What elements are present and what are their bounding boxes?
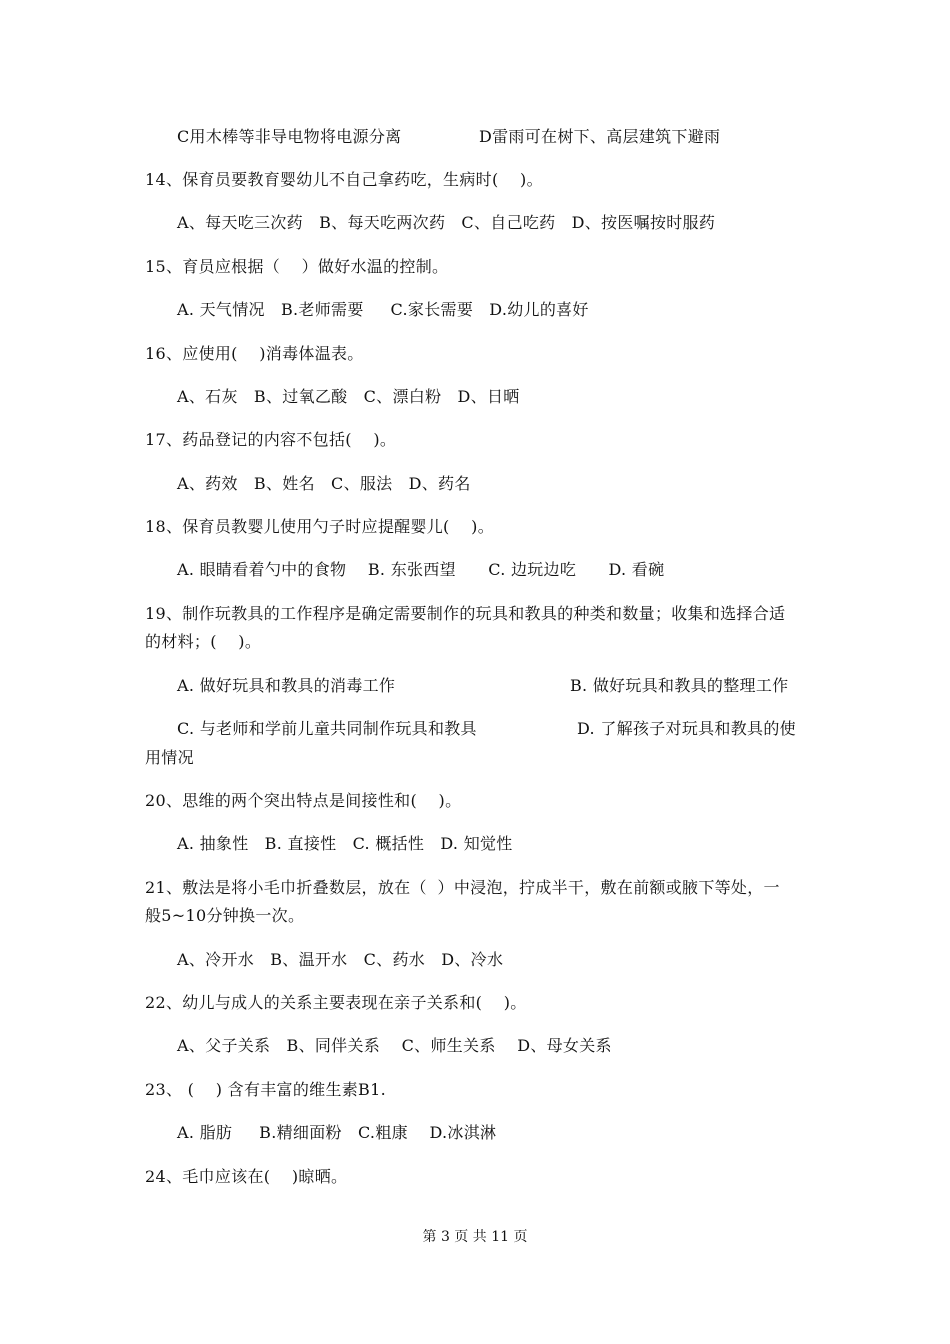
option-19-d-cont: 用情况 [145,748,194,767]
options-23: A. 脂肪 B.精细面粉 C.粗康 D.冰淇淋 [177,1123,497,1142]
option-19-c: C. 与老师和学前儿童共同制作玩具和教具 [177,719,477,738]
option-line: C用木棒等非导电物将电源分离 [177,127,402,146]
options-15: A. 天气情况 B.老师需要 C.家长需要 D.幼儿的喜好 [177,300,589,319]
options-18: A. 眼睛看着勺中的食物 B. 东张西望 C. 边玩边吃 D. 看碗 [177,560,665,579]
options-22: A、父子关系 B、同伴关系 C、师生关系 D、母女关系 [177,1036,612,1055]
options-21: A、冷开水 B、温开水 C、药水 D、冷水 [177,950,504,969]
question-19-cont: 的材料；( )。 [145,632,262,651]
question-18: 18、保育员教婴儿使用勺子时应提醒婴儿( )。 [145,517,494,536]
question-23: 23、 ( ) 含有丰富的维生素B1. [145,1080,386,1099]
options-14: A、每天吃三次药 B、每天吃两次药 C、自己吃药 D、按医嘱按时服药 [177,213,716,232]
option-19-a: A. 做好玩具和教具的消毒工作 [177,676,396,695]
question-24: 24、毛巾应该在( )晾晒。 [145,1167,348,1186]
option-line: D雷雨可在树下、高层建筑下避雨 [479,127,721,146]
question-14: 14、保育员要教育婴幼儿不自己拿药吃，生病时( )。 [145,170,543,189]
question-21: 21、敷法是将小毛巾折叠数层，放在（ ）中浸泡，拧成半干，敷在前额或腋下等处，一 [145,878,780,897]
option-19-d: D. 了解孩子对玩具和教具的使 [577,719,796,738]
question-17: 17、药品登记的内容不包括( )。 [145,430,397,449]
option-19-b: B. 做好玩具和教具的整理工作 [570,676,789,695]
options-20: A. 抽象性 B. 直接性 C. 概括性 D. 知觉性 [177,834,513,853]
question-20: 20、思维的两个突出特点是间接性和( )。 [145,791,462,810]
question-21-cont: 般5~10分钟换一次。 [145,906,305,925]
question-19: 19、制作玩教具的工作程序是确定需要制作的玩具和教具的种类和数量；收集和选择合适 [145,604,786,623]
question-15: 15、育员应根据（ ）做好水温的控制。 [145,257,449,276]
question-22: 22、幼儿与成人的关系主要表现在亲子关系和( )。 [145,993,527,1012]
page-footer: 第 3 页 共 11 页 [422,1229,528,1245]
question-16: 16、应使用( )消毒体温表。 [145,344,364,363]
options-16: A、石灰 B、过氧乙酸 C、漂白粉 D、日晒 [177,387,520,406]
options-17: A、药效 B、姓名 C、服法 D、药名 [177,474,471,493]
